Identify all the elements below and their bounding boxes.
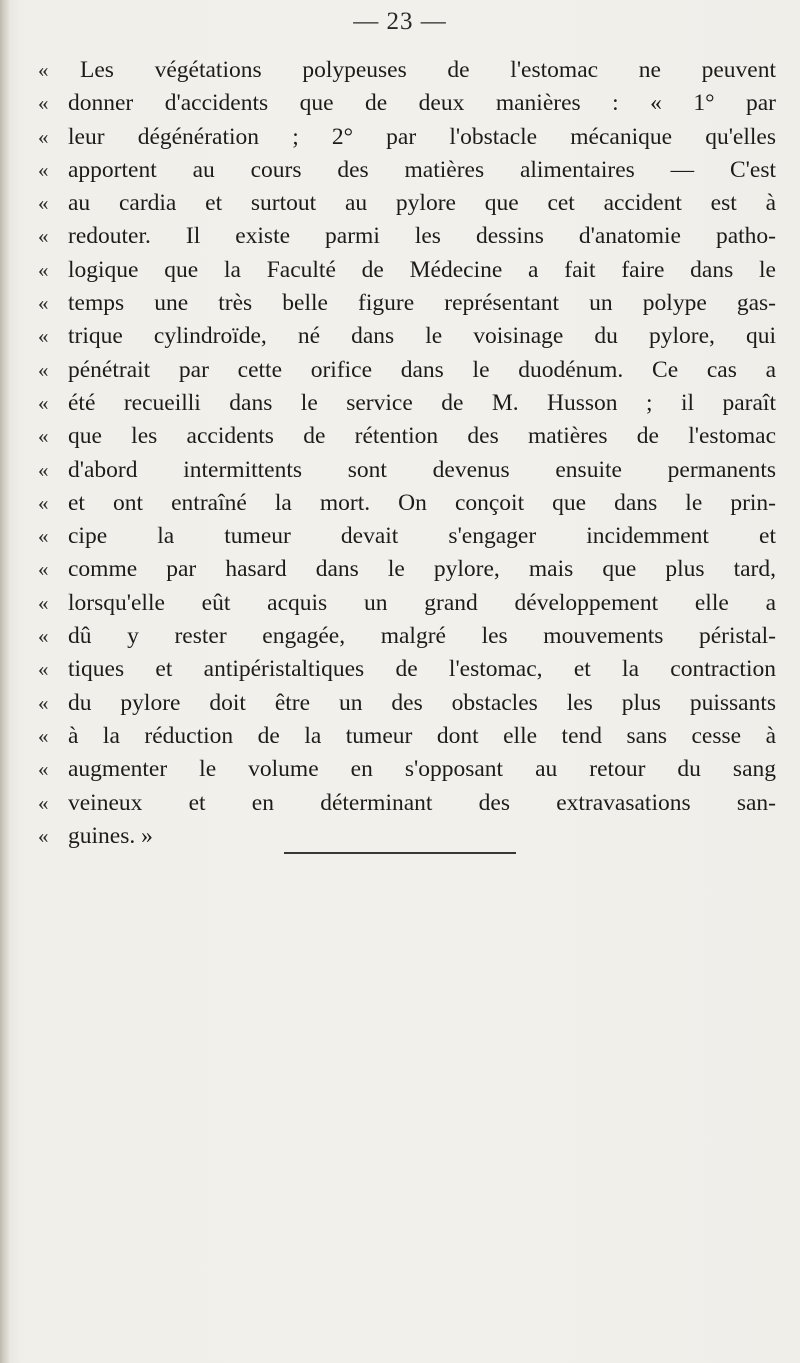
text-line: [38, 121, 776, 154]
quote-mark: «: [38, 490, 49, 515]
line-text: et ont entraîné la mort. On conçoit que dans le prin-: [68, 489, 776, 516]
text-line: [38, 820, 776, 853]
text-line: [38, 653, 776, 686]
line-text: lorsqu'elle eût acquis un grand développement elle a: [68, 589, 776, 616]
line-text: tiques et antipéristaltiques de l'estomac, et la contraction: [68, 656, 776, 683]
quote-mark: «: [38, 757, 49, 782]
text-line: [38, 320, 776, 353]
text-line: [38, 753, 776, 786]
quote-mark: «: [38, 257, 49, 282]
text-line: [38, 87, 776, 120]
quote-mark: «: [38, 324, 49, 349]
line-text: dû y rester engagée, malgré les mouvements péristal-: [68, 623, 776, 650]
text-line: [38, 687, 776, 720]
line-text: été recueilli dans le service de M. Husson ; il paraît: [68, 389, 776, 416]
quote-mark: «: [38, 723, 49, 748]
line-text: guines. »: [68, 822, 153, 849]
quote-mark: «: [38, 357, 49, 382]
line-text: que les accidents de rétention des matières de l'estomac: [68, 423, 776, 450]
section-divider-rule: [284, 852, 516, 854]
text-line: [38, 387, 776, 420]
quote-mark: «: [38, 58, 49, 82]
quote-mark: «: [38, 823, 49, 848]
quote-mark: «: [38, 657, 49, 682]
line-text: d'abord intermittents sont devenus ensuite permanents: [68, 456, 776, 483]
quote-mark: «: [38, 91, 49, 116]
line-text: comme par hasard dans le pylore, mais que plus tard,: [68, 556, 776, 583]
quote-mark: «: [38, 590, 49, 615]
line-text: Les végétations polypeuses de l'estomac ne peuvent: [80, 57, 776, 83]
line-text: du pylore doit être un des obstacles les plus puissants: [68, 689, 776, 716]
quote-mark: «: [38, 291, 49, 316]
line-text: veineux et en déterminant des extravasations san-: [68, 789, 776, 816]
quote-mark: «: [38, 790, 49, 815]
line-text: pénétrait par cette orifice dans le duodénum. Ce cas a: [68, 356, 776, 383]
text-line: [38, 487, 776, 520]
quote-mark: «: [38, 224, 49, 249]
text-line: [38, 220, 776, 253]
text-line: [38, 420, 776, 453]
text-line: [38, 54, 776, 87]
line-text: redouter. Il existe parmi les dessins d'anatomie patho-: [68, 223, 776, 250]
quote-mark: «: [38, 124, 49, 149]
line-text: trique cylindroïde, né dans le voisinage du pylore, qui: [68, 323, 776, 350]
line-text: à la réduction de la tumeur dont elle tend sans cesse à: [68, 722, 776, 749]
text-line: [38, 354, 776, 387]
text-line: [38, 154, 776, 187]
text-line: [38, 287, 776, 320]
text-line: [38, 587, 776, 620]
text-line: [38, 787, 776, 820]
text-line: [38, 454, 776, 487]
quote-mark: «: [38, 457, 49, 482]
line-text: logique que la Faculté de Médecine a fait faire dans le: [68, 256, 776, 283]
text-line: [38, 520, 776, 553]
line-text: cipe la tumeur devait s'engager incidemment et: [68, 523, 776, 550]
text-line: [38, 620, 776, 653]
line-text: augmenter le volume en s'opposant au retour du sang: [68, 756, 776, 783]
text-line: [38, 553, 776, 586]
quote-mark: «: [38, 690, 49, 715]
quote-mark: «: [38, 424, 49, 449]
line-text: au cardia et surtout au pylore que cet accident est à: [68, 190, 776, 217]
binding-edge: [0, 0, 10, 1363]
quote-mark: «: [38, 624, 49, 649]
line-text: donner d'accidents que de deux manières : « 1° par: [68, 90, 776, 117]
text-line: [38, 187, 776, 220]
quote-mark: «: [38, 390, 49, 415]
text-line: [38, 254, 776, 287]
text-line: [38, 720, 776, 753]
quote-mark: «: [38, 557, 49, 582]
quoted-paragraph: [38, 54, 776, 853]
quote-mark: «: [38, 157, 49, 182]
quote-mark: «: [38, 524, 49, 549]
line-text: leur dégénération ; 2° par l'obstacle mécanique qu'elles: [68, 123, 776, 150]
line-text: temps une très belle figure représentant un polype gas-: [68, 290, 776, 317]
page-number: — 23 —: [353, 8, 447, 35]
line-text: apportent au cours des matières alimentaires — C'est: [68, 156, 776, 183]
quote-mark: «: [38, 191, 49, 216]
